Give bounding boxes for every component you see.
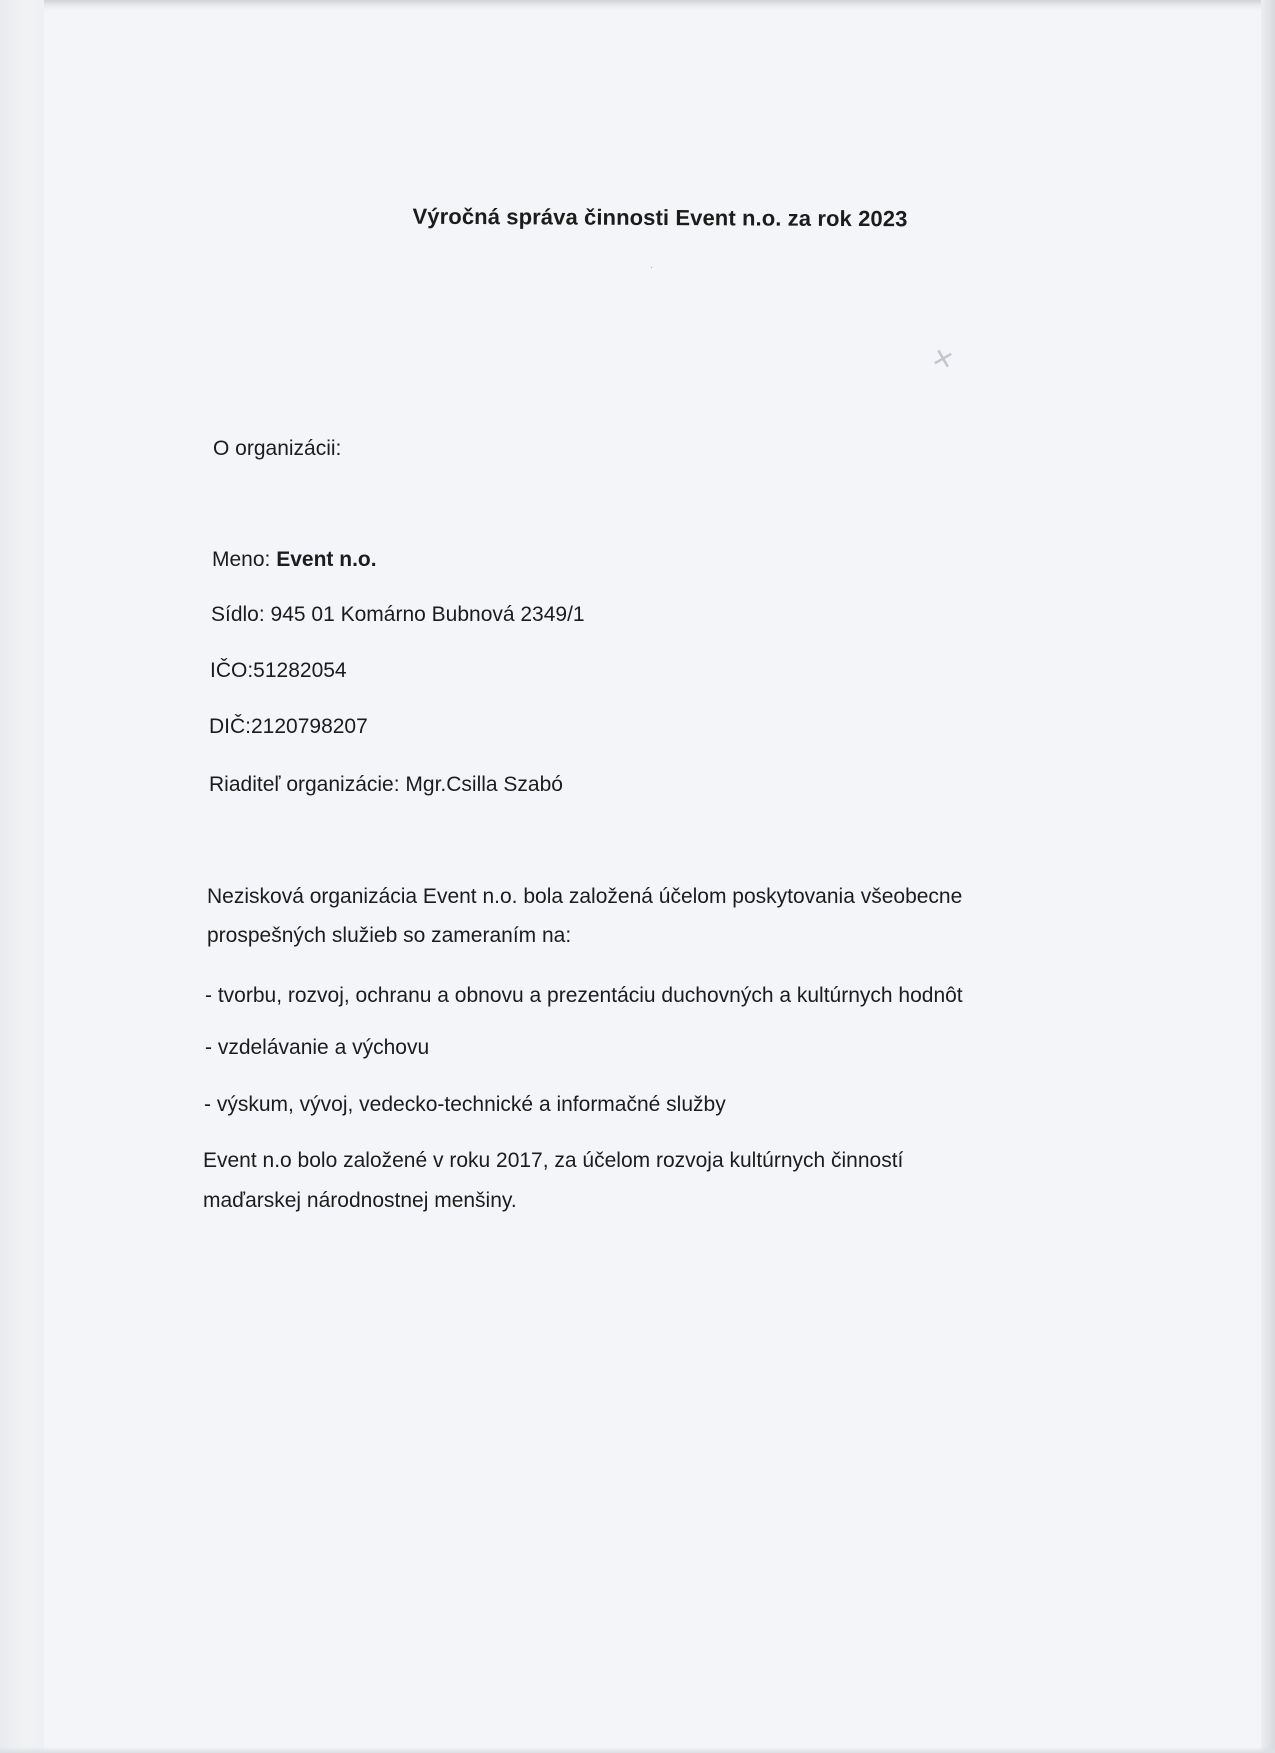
scan-speck: · — [650, 262, 654, 273]
scan-speck: ✕ — [928, 341, 958, 377]
scan-bottom-edge — [0, 1747, 1275, 1753]
document-title: Výročná správa činnosti Event n.o. za rok 2023 — [412, 203, 908, 232]
name-line — [212, 547, 377, 572]
activity-item-3: - výskum, vývoj, vedecko-technické a informačné služby — [204, 1093, 726, 1116]
scan-right-edge — [1261, 0, 1275, 1753]
activity-item-2: - vzdelávanie a výchovu — [205, 1036, 430, 1059]
name-value: Event n.o. — [276, 548, 377, 571]
scan-top-edge — [44, 0, 1261, 10]
director-line: Riaditeľ organizácie: Mgr.Csilla Szabó — [209, 773, 563, 796]
intro-line-2: prospešných služieb so zameraním na: — [207, 924, 572, 947]
intro-line-1: Nezisková organizácia Event n.o. bola založená účelom poskytovania všeobecne — [207, 885, 963, 908]
name-label: Meno: — [212, 548, 271, 571]
ico-line: IČO:51282054 — [210, 659, 347, 682]
about-heading: O organizácii: — [213, 437, 342, 460]
dic-line: DIČ:2120798207 — [209, 715, 368, 738]
seat-line: Sídlo: 945 01 Komárno Bubnová 2349/1 — [211, 603, 585, 626]
founding-line-1: Event n.o bolo založené v roku 2017, za účelom rozvoja kultúrnych činností — [203, 1149, 904, 1172]
founding-line-2: maďarskej národnostnej menšiny. — [203, 1189, 517, 1212]
scan-left-edge — [0, 0, 44, 1753]
activity-item-1: - tvorbu, rozvoj, ochranu a obnovu a prezentáciu duchovných a kultúrnych hodnôt — [205, 984, 963, 1007]
